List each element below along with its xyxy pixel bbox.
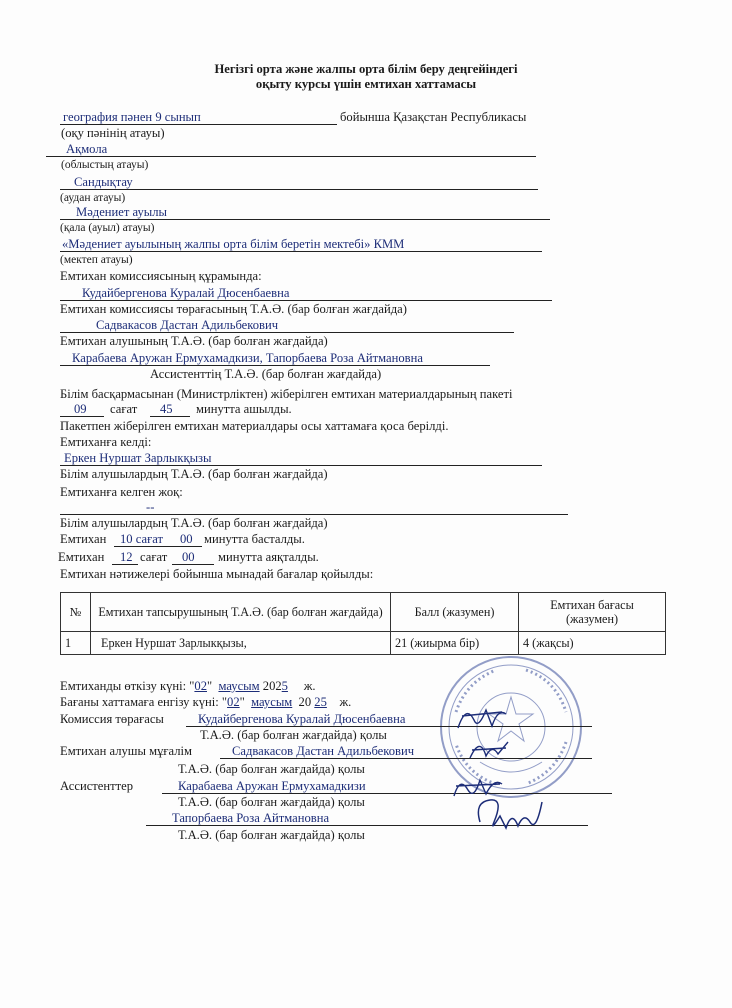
village-value: Мәдениет ауылы [76,205,167,219]
entry-date-year-prefix: 20 [298,695,312,709]
package-minute: 45 [160,402,173,416]
commission-chair-caption: Емтихан комиссиясы төрағасының Т.А.Ә. (бар болған жағдайда) [60,302,407,316]
school-value: «Мәдениет ауылының жалпы орта білім беретін мектебі» КММ [62,237,405,251]
district-value: Сандықтау [74,175,133,189]
header-score: Балл (жазумен) [391,593,519,632]
package-hour-label: сағат [110,402,138,416]
absent-caption: Білім алушылардың Т.А.Ә. (бар болған жағдайда) [60,516,328,530]
district-caption: (аудан атауы) [60,192,126,204]
assistant1-sign-name: Карабаева Аружан Ермухамадкизи [178,779,366,793]
end-minute: 00 [182,550,195,564]
header-student-name: Емтихан тапсырушының Т.А.Ә. (бар болған жағдайда) [91,593,391,632]
end-hour-label: сағат [140,550,168,564]
row-number: 1 [61,632,91,655]
village-caption: (қала (ауыл) атауы) [60,222,155,234]
start-minute: 00 [180,532,193,546]
exam-date-year-prefix: 202 [262,679,282,693]
chair-sign-caption: Т.А.Ә. (бар болған жағдайда) қолы [200,728,387,742]
header-number: № [61,593,91,632]
entry-date-year: 25 [314,695,327,709]
entry-date-day: 02 [227,695,240,709]
header-grade: Емтихан бағасы (жазумен) [519,593,666,632]
commission-examiner-caption: Емтихан алушының Т.А.Ә. (бар болған жағдайда) [60,334,328,348]
commission-examiner-name: Садвакасов Дастан Адильбекович [96,318,279,332]
attended-caption: Білім алушылардың Т.А.Ә. (бар болған жағдайда) [60,467,328,481]
package-minute-label: минутта ашылды. [196,402,292,416]
subject-value: география пәнен 9 сынып [63,110,201,124]
attended-value: Еркен Нуршат Зарлыкқызы [64,451,212,465]
exam-date-label: Емтиханды өткізу күні: " [60,679,195,693]
entry-date-label: Бағаны хаттамаға енгізу күні: " [60,695,228,709]
package-line3: Пакетпен жіберілген емтихан материалдары осы хаттамаға қоса берілді. [60,419,449,433]
end-hour: 12 [120,550,133,564]
results-header-row [61,593,666,632]
row-score: 21 (жиырма бір) [391,632,519,655]
entry-date-suffix: ж. [339,695,352,709]
absent-value: -- [146,500,155,514]
chair-sign-name: Кудайбергенова Куралай Дюсенбаевна [198,712,406,726]
end-suffix: минутта аяқталды. [218,550,319,564]
exam-date-month: маусым [218,679,260,693]
school-caption: (мектеп атауы) [60,254,133,266]
row-grade: 4 (жақсы) [519,632,666,655]
end-prefix: Емтихан [58,550,105,564]
examiner-signature-mark [464,734,514,764]
examiner-sign-name: Садвакасов Дастан Адильбекович [232,744,415,758]
package-hour: 09 [74,402,87,416]
subject-caption: (оқу пәнінің атауы) [61,126,165,140]
examiner-sign-caption: Т.А.Ә. (бар болған жағдайда) қолы [178,762,365,776]
commission-chair-name: Кудайбергенова Куралай Дюсенбаевна [82,286,290,300]
exam-date-year: 5 [281,679,288,693]
grades-intro: Емтихан нәтижелері бойынша мынадай бағалар қойылды: [60,567,374,581]
chair-signature-mark [452,700,512,736]
attended-label: Емтиханға келді: [60,435,152,449]
exam-date-line: Емтиханды өткізу күні: "02" маусым 2025 ж. [60,679,316,693]
row-student-name: Еркен Нуршат Зарлыкқызы, [91,632,391,655]
document-title-line2: оқыту курсы үшін емтихан хаттамасы [255,77,477,91]
assistant2-sign-caption: Т.А.Ә. (бар болған жағдайда) қолы [178,828,365,842]
start-suffix: минутта басталды. [204,532,305,546]
exam-date-day: 02 [194,679,207,693]
results-table [60,592,666,655]
assistants-sign-label: Ассистенттер [60,779,134,793]
examiner-sign-label: Емтихан алушы мұғалім [60,744,192,758]
start-prefix: Емтихан [60,532,107,546]
region-value: Ақмола [66,142,108,156]
document-title-line1: Негізгі орта және жалпы орта білім беру деңгейіндегі [214,62,518,76]
commission-label: Емтихан комиссиясының құрамында: [60,269,262,283]
commission-assistants-names: Карабаева Аружан Ермухамадкизи, Тапорбаева Роза Айтмановна [72,351,423,365]
chair-sign-label: Комиссия төрағасы [60,712,164,726]
commission-assistants-caption: Ассистенттің Т.А.Ә. (бар болған жағдайда) [150,367,382,381]
assistant2-sign-name: Тапорбаева Роза Айтмановна [172,811,330,825]
entry-date-line: Бағаны хаттамаға енгізу күні: "02" маусым 20 25 ж. [60,695,352,709]
start-hour: 10 сағат [120,532,164,546]
region-caption: (облыстың атауы) [61,159,149,171]
assistant2-signature-mark [470,792,550,840]
subject-suffix: бойынша Қазақстан Республикасы [340,110,527,124]
exam-date-suffix: ж. [303,679,316,693]
entry-date-month: маусым [251,695,293,709]
absent-label: Емтиханға келген жоқ: [60,485,183,499]
package-line1: Білім басқармасынан (Министрліктен) жіберілген емтихан материалдарының пакеті [60,387,513,401]
assistant1-sign-caption: Т.А.Ә. (бар болған жағдайда) қолы [178,795,365,809]
